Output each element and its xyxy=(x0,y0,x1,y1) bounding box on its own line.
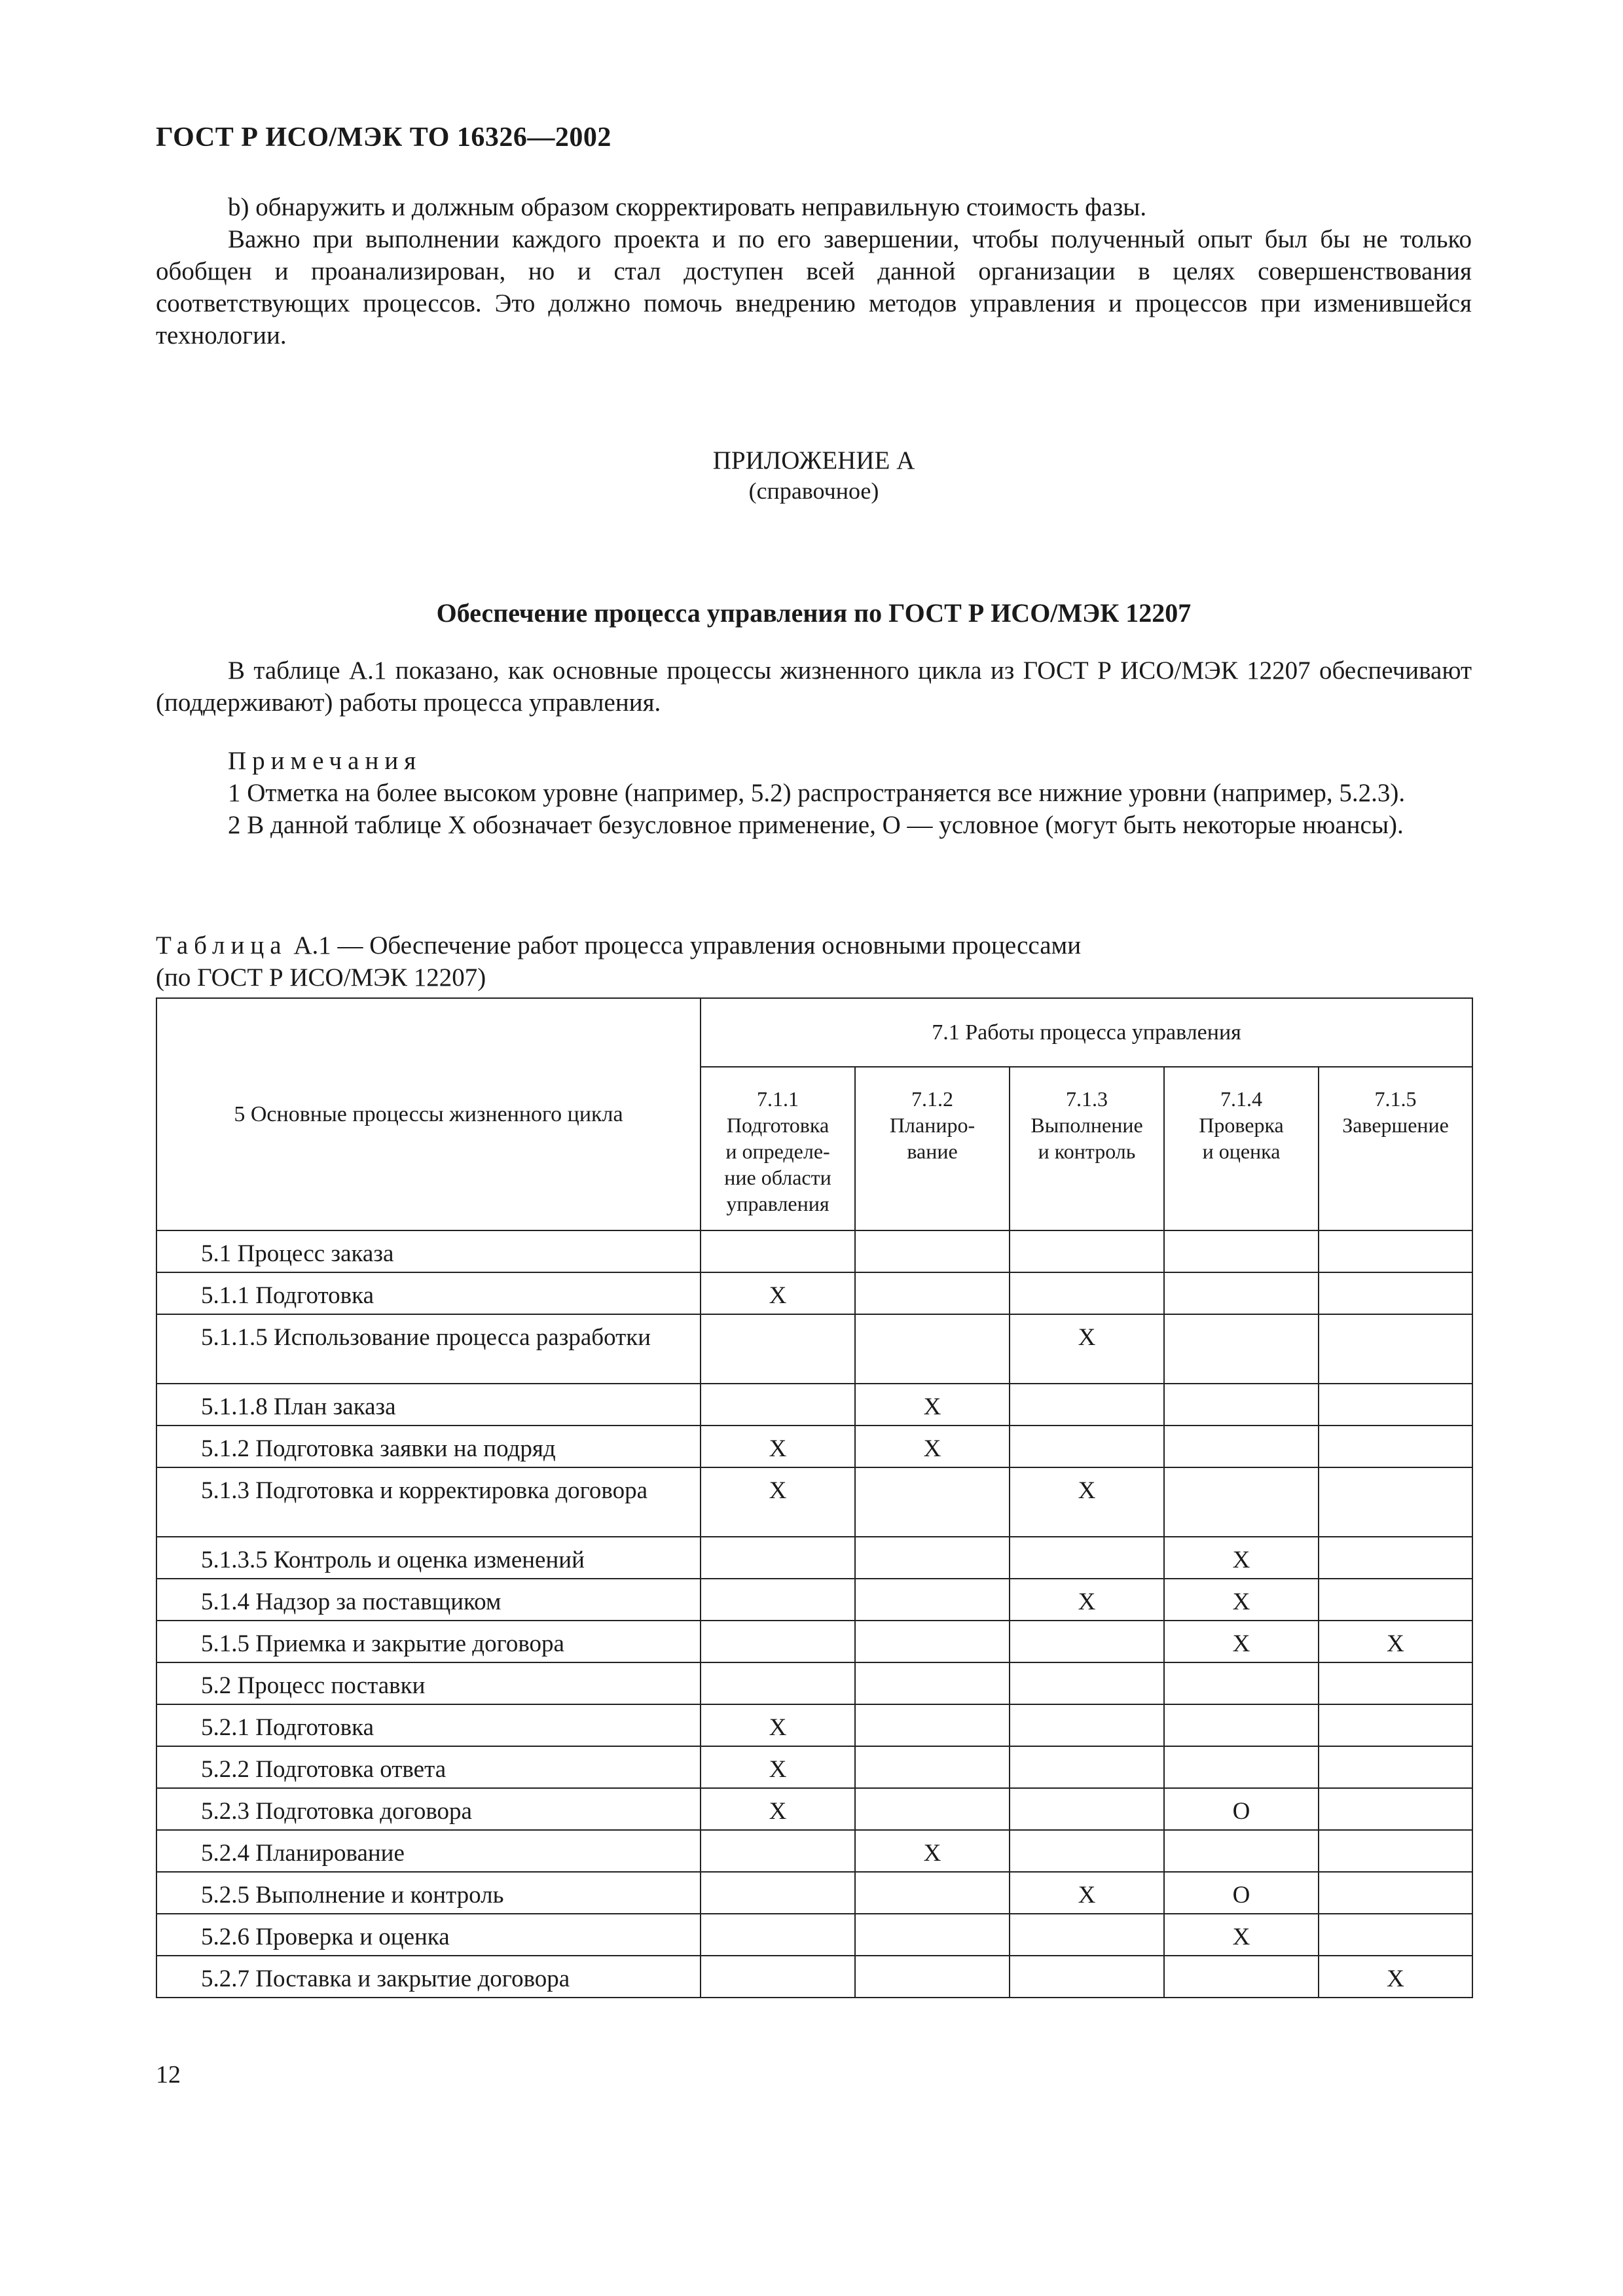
table-row xyxy=(156,1272,1472,1314)
mark-cell xyxy=(701,1830,855,1872)
row-label-text: 5.1.1.5 Использование процесса разработки xyxy=(201,1324,651,1351)
mark-cell xyxy=(701,1956,855,1998)
mark-cell xyxy=(855,1314,1010,1384)
column-header-2 xyxy=(855,1067,1010,1230)
mark-cell: O xyxy=(1164,1872,1319,1914)
mark-cell: X xyxy=(1010,1579,1164,1621)
table-row xyxy=(156,1384,1472,1426)
table-row xyxy=(156,1230,1472,1272)
mark-cell xyxy=(701,1662,855,1704)
column-header-5 xyxy=(1319,1067,1472,1230)
column-title-line: Выполнение xyxy=(1030,1113,1143,1137)
mark-cell xyxy=(1164,1426,1319,1467)
mark-cell xyxy=(855,1537,1010,1579)
row-label-text: 5.2.6 Проверка и оценка xyxy=(201,1924,450,1950)
mark-cell xyxy=(1010,1830,1164,1872)
mark-cell: O xyxy=(1164,1788,1319,1830)
mark-cell: X xyxy=(701,1467,855,1537)
column-number: 7.1.4 xyxy=(1220,1087,1262,1111)
row-label-text: 5.1.3 Подготовка и корректировка договора xyxy=(201,1477,648,1504)
mark-cell: X xyxy=(1010,1872,1164,1914)
table-row xyxy=(156,1872,1472,1914)
mark-cell xyxy=(1319,1662,1472,1704)
row-label xyxy=(156,1579,701,1621)
table-row xyxy=(156,1314,1472,1384)
mark-cell xyxy=(1010,1230,1164,1272)
mark-cell xyxy=(855,1662,1010,1704)
mark-cell xyxy=(855,1788,1010,1830)
mark-cell xyxy=(1010,1426,1164,1467)
mark-cell xyxy=(1164,1704,1319,1746)
mark-cell: X xyxy=(1164,1621,1319,1662)
row-label xyxy=(156,1914,701,1956)
mark-cell: X xyxy=(701,1788,855,1830)
appendix-description xyxy=(156,655,1472,719)
column-header-4 xyxy=(1164,1067,1319,1230)
mark-cell xyxy=(855,1621,1010,1662)
column-title-line: Подготовка xyxy=(726,1113,830,1137)
mark-cell xyxy=(1164,1230,1319,1272)
left-header: 5 Основные процессы жизненного цикла xyxy=(156,998,701,1230)
column-title-line: и оценка xyxy=(1202,1139,1281,1163)
mark-cell xyxy=(855,1914,1010,1956)
table-row xyxy=(156,1704,1472,1746)
mark-cell xyxy=(855,1956,1010,1998)
mark-cell xyxy=(1010,1272,1164,1314)
mark-cell xyxy=(701,1230,855,1272)
process-table xyxy=(156,997,1473,1998)
mark-cell xyxy=(1164,1384,1319,1426)
table-row xyxy=(156,1956,1472,1998)
table-caption-text: А.1 — Обеспечение работ процесса управления основными процессами xyxy=(293,931,1082,960)
mark-cell xyxy=(1164,1662,1319,1704)
mark-cell xyxy=(1319,1579,1472,1621)
mark-cell xyxy=(701,1314,855,1384)
mark-cell xyxy=(701,1872,855,1914)
mark-cell xyxy=(1319,1788,1472,1830)
table-row xyxy=(156,1746,1472,1788)
row-label xyxy=(156,1746,701,1788)
row-label-text: 5.2.4 Планирование xyxy=(201,1840,405,1867)
mark-cell xyxy=(1010,1537,1164,1579)
mark-cell xyxy=(1164,1956,1319,1998)
row-label-text: 5.2.5 Выполнение и контроль xyxy=(201,1882,504,1909)
row-label xyxy=(156,1956,701,1998)
table-row xyxy=(156,1621,1472,1662)
column-title-line: Проверка xyxy=(1199,1113,1284,1137)
mark-cell: X xyxy=(1010,1314,1164,1384)
mark-cell xyxy=(701,1914,855,1956)
column-title-line: ние области xyxy=(724,1166,831,1189)
column-title-line: Планиро- xyxy=(889,1113,976,1137)
mark-cell: X xyxy=(1319,1621,1472,1662)
table-row xyxy=(156,1788,1472,1830)
mark-cell: X xyxy=(855,1384,1010,1426)
note-1: 1 Отметка на более высоком уровне (например, 5.2) распространяется все нижние уровни (например, 5.2.3). xyxy=(228,779,1406,807)
intro-paragraph: Важно при выполнении каждого проекта и по его завершении, чтобы полученный опыт был бы не только обобщен и проанализирован, но и стал доступен всей данной организации в целях совершенствования соответствующих процессов. Это должно помочь внедрению методов управления и процессов при изменившейся технологии. xyxy=(156,225,1472,350)
column-title-line: и определе- xyxy=(725,1139,830,1163)
mark-cell xyxy=(855,1230,1010,1272)
mark-cell: X xyxy=(855,1426,1010,1467)
intro-section xyxy=(156,191,1472,351)
mark-cell xyxy=(1319,1230,1472,1272)
row-label xyxy=(156,1872,701,1914)
mark-cell xyxy=(1319,1746,1472,1788)
row-label-text: 5.2.3 Подготовка договора xyxy=(201,1798,472,1825)
mark-cell xyxy=(1010,1956,1164,1998)
mark-cell xyxy=(1010,1746,1164,1788)
row-label-text: 5.1.2 Подготовка заявки на подряд xyxy=(201,1435,556,1462)
intro-item-b: b) обнаружить и должным образом скорректировать неправильную стоимость фазы. xyxy=(228,193,1147,221)
row-label-text: 5.1.4 Надзор за поставщиком xyxy=(201,1588,501,1615)
mark-cell xyxy=(1319,1426,1472,1467)
mark-cell xyxy=(1010,1788,1164,1830)
mark-cell: X xyxy=(701,1704,855,1746)
column-header-3 xyxy=(1010,1067,1164,1230)
mark-cell xyxy=(1010,1662,1164,1704)
row-label xyxy=(156,1467,701,1537)
mark-cell xyxy=(855,1272,1010,1314)
row-label xyxy=(156,1537,701,1579)
mark-cell xyxy=(701,1384,855,1426)
document-header: ГОСТ Р ИСО/МЭК ТО 16326—2002 xyxy=(156,122,611,152)
mark-cell xyxy=(1319,1914,1472,1956)
mark-cell xyxy=(855,1467,1010,1537)
description-text: В таблице А.1 показано, как основные процессы жизненного цикла из ГОСТ Р ИСО/МЭК 12207 обеспечивают (поддерживают) работы процесса управления. xyxy=(156,656,1472,717)
mark-cell: X xyxy=(1164,1579,1319,1621)
table-row xyxy=(156,1914,1472,1956)
section-heading: Обеспечение процесса управления по ГОСТ Р ИСО/МЭК 12207 xyxy=(436,598,1192,628)
table-header-row-1 xyxy=(156,998,1472,1067)
mark-cell xyxy=(1164,1467,1319,1537)
mark-cell xyxy=(1164,1830,1319,1872)
row-label-text: 5.2.1 Подготовка xyxy=(201,1714,374,1741)
row-label xyxy=(156,1830,701,1872)
column-title-line: вание xyxy=(907,1139,958,1163)
mark-cell xyxy=(701,1537,855,1579)
mark-cell xyxy=(1319,1704,1472,1746)
row-label-text: 5.1.1 Подготовка xyxy=(201,1282,374,1309)
row-label xyxy=(156,1704,701,1746)
mark-cell xyxy=(855,1746,1010,1788)
mark-cell xyxy=(1319,1830,1472,1872)
row-label xyxy=(156,1621,701,1662)
mark-cell xyxy=(701,1621,855,1662)
mark-cell xyxy=(1010,1914,1164,1956)
row-label-text: 5.2.7 Поставка и закрытие договора xyxy=(201,1965,570,1992)
appendix-subtitle: (справочное) xyxy=(748,478,879,504)
row-label-text: 5.2.2 Подготовка ответа xyxy=(201,1756,447,1783)
table-row xyxy=(156,1579,1472,1621)
notes-section xyxy=(156,745,1472,841)
appendix-title: ПРИЛОЖЕНИЕ А xyxy=(712,446,915,475)
column-header-1 xyxy=(701,1067,855,1230)
mark-cell xyxy=(1010,1621,1164,1662)
mark-cell xyxy=(1010,1384,1164,1426)
mark-cell: X xyxy=(701,1426,855,1467)
table-row xyxy=(156,1467,1472,1537)
row-label xyxy=(156,1314,701,1384)
row-label-text: 5.1 Процесс заказа xyxy=(201,1240,394,1267)
mark-cell xyxy=(1319,1314,1472,1384)
mark-cell xyxy=(1164,1746,1319,1788)
mark-cell: X xyxy=(701,1272,855,1314)
note-2: 2 В данной таблице Х обозначает безусловное применение, О — условное (могут быть некоторые нюансы). xyxy=(228,811,1404,839)
mark-cell: X xyxy=(1010,1467,1164,1537)
page-number: 12 xyxy=(156,2061,181,2089)
row-label xyxy=(156,1272,701,1314)
notes-label: Примечания xyxy=(228,747,422,775)
mark-cell xyxy=(855,1872,1010,1914)
row-label xyxy=(156,1384,701,1426)
mark-cell xyxy=(1319,1872,1472,1914)
row-label xyxy=(156,1426,701,1467)
table-caption-line1 xyxy=(156,929,1472,961)
mark-cell xyxy=(1319,1384,1472,1426)
table-row xyxy=(156,1537,1472,1579)
row-label xyxy=(156,1788,701,1830)
table-caption xyxy=(156,929,1472,994)
row-label-text: 5.2 Процесс поставки xyxy=(201,1672,426,1699)
mark-cell: X xyxy=(1164,1914,1319,1956)
mark-cell xyxy=(1164,1272,1319,1314)
row-label xyxy=(156,1662,701,1704)
mark-cell xyxy=(1319,1537,1472,1579)
table-row xyxy=(156,1662,1472,1704)
column-number: 7.1.3 xyxy=(1066,1087,1108,1111)
table-row xyxy=(156,1426,1472,1467)
mark-cell xyxy=(1010,1704,1164,1746)
mark-cell: X xyxy=(1164,1537,1319,1579)
mark-cell: X xyxy=(701,1746,855,1788)
mark-cell xyxy=(855,1579,1010,1621)
table-caption-line2: (по ГОСТ Р ИСО/МЭК 12207) xyxy=(156,963,486,992)
mark-cell xyxy=(701,1579,855,1621)
table-caption-prefix: Таблица xyxy=(156,931,287,960)
row-label-text: 5.1.5 Приемка и закрытие договора xyxy=(201,1630,564,1657)
mark-cell xyxy=(1319,1272,1472,1314)
column-title-line: управления xyxy=(726,1192,830,1215)
group-header: 7.1 Работы процесса управления xyxy=(701,998,1472,1067)
column-title-line: и контроль xyxy=(1038,1139,1136,1163)
column-title-line: Завершение xyxy=(1342,1113,1449,1137)
table-row xyxy=(156,1830,1472,1872)
mark-cell xyxy=(1164,1314,1319,1384)
mark-cell: X xyxy=(1319,1956,1472,1998)
column-number: 7.1.5 xyxy=(1374,1087,1417,1111)
column-number: 7.1.1 xyxy=(757,1087,799,1111)
row-label xyxy=(156,1230,701,1272)
mark-cell: X xyxy=(855,1830,1010,1872)
mark-cell xyxy=(1319,1467,1472,1537)
mark-cell xyxy=(855,1704,1010,1746)
table-body xyxy=(156,1230,1472,1998)
row-label-text: 5.1.1.8 План заказа xyxy=(201,1393,396,1420)
column-number: 7.1.2 xyxy=(911,1087,953,1111)
row-label-text: 5.1.3.5 Контроль и оценка изменений xyxy=(201,1547,585,1573)
